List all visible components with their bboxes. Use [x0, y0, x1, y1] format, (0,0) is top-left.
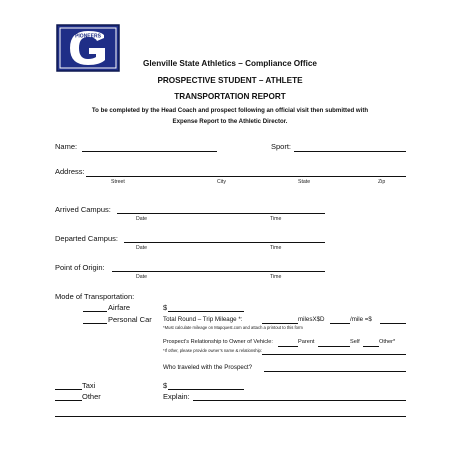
personal-car-check[interactable]: [83, 323, 107, 324]
street-caption: Street: [111, 179, 125, 185]
taxi-dollar: $: [163, 381, 168, 390]
mileage-label: Total Round – Trip Mileage *:: [163, 316, 243, 323]
arrived-label: Arrived Campus:: [55, 205, 111, 214]
zip-caption: Zip: [378, 179, 386, 185]
form-title-line1: PROSPECTIVE STUDENT – ATHLETE: [157, 76, 303, 85]
name-label: Name:: [55, 142, 78, 151]
airfare-check[interactable]: [83, 311, 107, 312]
origin-date-caption: Date: [136, 274, 147, 280]
departed-time-caption: Time: [270, 245, 282, 251]
departed-date-caption: Date: [136, 245, 147, 251]
airfare-dollar: $: [163, 303, 168, 312]
other-label: Other: [82, 392, 101, 401]
parent-label: Parent: [298, 339, 315, 345]
transport-heading: Mode of Transportation:: [55, 292, 135, 301]
instructions-line1: To be completed by the Head Coach and prospect following an official visit then submitted with: [91, 107, 369, 114]
sport-label: Sport:: [271, 142, 292, 151]
bottom-rule: [55, 416, 406, 417]
org-heading: Glenville State Athletics – Compliance Office: [143, 59, 317, 68]
airfare-label: Airfare: [108, 303, 131, 312]
explain-field[interactable]: [193, 400, 406, 401]
address-field[interactable]: [86, 176, 406, 177]
other-check[interactable]: [55, 400, 82, 401]
arrived-time-caption: Time: [270, 216, 282, 222]
taxi-label: Taxi: [82, 381, 96, 390]
owner-field[interactable]: [262, 354, 406, 355]
rate-field[interactable]: [330, 323, 350, 324]
departed-field[interactable]: [124, 242, 325, 243]
name-field[interactable]: [82, 151, 217, 152]
other-relationship-label: Other*: [379, 339, 396, 345]
self-check[interactable]: [318, 346, 350, 347]
traveled-with-field[interactable]: [264, 371, 406, 372]
other-relationship-check[interactable]: [363, 346, 379, 347]
airfare-amount[interactable]: [168, 311, 244, 312]
parent-check[interactable]: [278, 346, 298, 347]
taxi-amount[interactable]: [168, 389, 244, 390]
total-field[interactable]: [380, 323, 406, 324]
relationship-label: Prospect’s Relationship to Owner of Vehicle:: [163, 339, 273, 345]
state-caption: State: [298, 179, 311, 185]
address-label: Address:: [55, 167, 85, 176]
sport-field[interactable]: [294, 151, 406, 152]
arrived-field[interactable]: [117, 213, 325, 214]
personal-car-label: Personal Car: [108, 315, 152, 324]
per-mile-label: /mile =$: [350, 316, 372, 323]
arrived-date-caption: Date: [136, 216, 147, 222]
mileage-note: *Must calculate mileage on Mapquest.com and attach a printout to this form: [163, 325, 303, 330]
departed-label: Departed Campus:: [55, 234, 118, 243]
miles-x-label: milesX$D: [298, 316, 325, 323]
origin-label: Point of Origin:: [55, 263, 105, 272]
city-caption: City: [217, 179, 226, 185]
origin-field[interactable]: [112, 271, 325, 272]
traveled-with-label: Who traveled with the Prospect?: [163, 364, 253, 371]
relationship-note: *If other, please provide owner’s name & relationship:: [163, 348, 263, 353]
origin-time-caption: Time: [270, 274, 282, 280]
instructions-line2: Expense Report to the Athletic Director.: [172, 118, 288, 125]
taxi-check[interactable]: [55, 389, 82, 390]
self-label: Self: [350, 339, 360, 345]
explain-label: Explain:: [163, 392, 190, 401]
mileage-field[interactable]: [262, 323, 298, 324]
form-title-line2: TRANSPORTATION REPORT: [174, 92, 286, 101]
logo-pioneers-text: PIONEERS: [75, 33, 101, 40]
